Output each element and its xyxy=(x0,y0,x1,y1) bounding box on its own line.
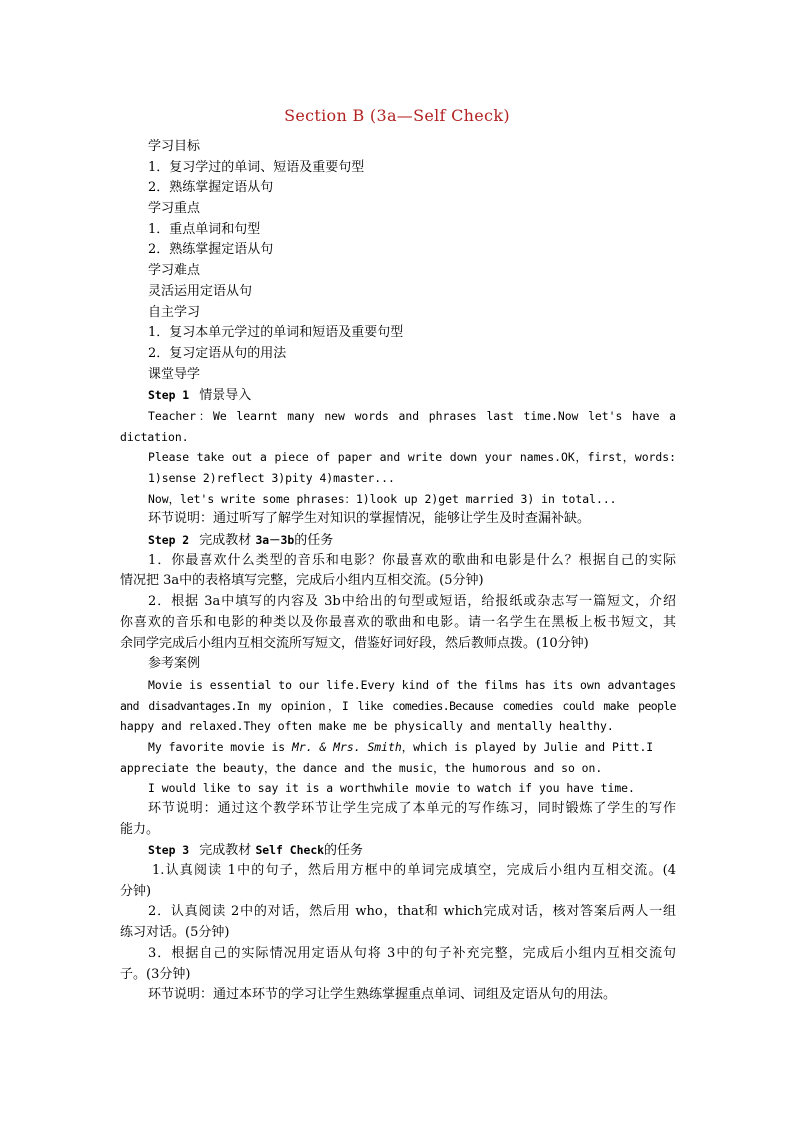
step3-task2-line-1: 2．认真阅读 2中的对话，然后用 who，that和 which完成对话，核对答案后两人一组 xyxy=(148,904,676,920)
step2-heading xyxy=(120,530,676,551)
step3-ref: Self Check xyxy=(255,843,325,858)
step3-task3-line-2: 子。(3分钟) xyxy=(120,966,191,982)
goal-item-1: 1．复习学过的单词、短语及重要句型 xyxy=(148,159,365,175)
self-study-item-2: 2．复习定语从句的用法 xyxy=(148,345,287,361)
movie-title: Mr. & Mrs. Smith xyxy=(292,739,402,754)
step2-note-line-1: 环节说明：通过这个教学环节让学生完成了本单元的写作练习，同时锻炼了学生的写作 xyxy=(148,801,676,816)
heading-self-study: 自主学习 xyxy=(148,304,201,320)
teacher-line-1: Teacher：We learnt many new words and phrases last time.Now let's have a xyxy=(148,408,676,423)
step2-tail: 的任务 xyxy=(294,533,334,549)
heading-key-points: 学习重点 xyxy=(148,201,201,217)
step3-heading xyxy=(120,840,676,861)
sample-line-4-post: ，which is played by Julie and Pitt.I xyxy=(401,739,654,754)
step2-ref: 3a－3b xyxy=(255,533,295,548)
step2-label: Step 2 xyxy=(148,533,190,548)
document-body xyxy=(120,137,676,1006)
heading-classroom-guide: 课堂导学 xyxy=(148,366,201,382)
teacher-line-2: dictation. xyxy=(120,429,189,444)
step1-label: Step 1 xyxy=(148,388,190,403)
sample-line-4-pre: My favorite movie is xyxy=(148,739,293,754)
step2-task2-line-2: 你喜欢的音乐和电影的种类以及你最喜欢的歌曲和电影。请一名学生在黑板上板书短文，其 xyxy=(120,614,676,630)
self-study-item-1: 1．复习本单元学过的单词和短语及重要句型 xyxy=(148,325,404,341)
goal-item-2: 2．熟练掌握定语从句 xyxy=(148,180,274,196)
sample-line-5: appreciate the beauty，the dance and the music，the humorous and so on. xyxy=(120,760,603,775)
sample-line-4 xyxy=(120,737,676,758)
step2-task1-line-1: 1．你最喜欢什么类型的音乐和电影？你最喜欢的歌曲和电影是什么？根据自己的实际 xyxy=(148,552,676,568)
step2-note-line-2: 能力。 xyxy=(120,821,160,837)
key-point-1: 1．重点单词和句型 xyxy=(148,221,261,237)
step2-task2-line-3: 余同学完成后小组内互相交流所写短文，借鉴好词好段，然后教师点拨。(10分钟) xyxy=(120,635,589,651)
heading-sample: 参考案例 xyxy=(148,656,201,672)
step1-heading xyxy=(120,385,676,406)
instruction-line-1: Please take out a piece of paper and write down your names.OK，first，words: xyxy=(148,450,676,465)
sample-line-3: happy and relaxed.They often make me be physically and mentally healthy. xyxy=(120,719,614,734)
heading-difficulties: 学习难点 xyxy=(148,263,201,279)
sample-line-1: Movie is essential to our life.Every kind of the films has its own advantages xyxy=(148,677,676,692)
step3-task3-line-1: 3．根据自己的实际情况用定语从句将 3中的句子补充完整，完成后小组内互相交流句 xyxy=(148,945,676,961)
step3-tail: 的任务 xyxy=(324,843,364,859)
step3-task2-line-2: 练习对话。(5分钟) xyxy=(120,925,230,941)
step2-task1-line-2: 情况把 3a中的表格填写完整，完成后小组内互相交流。(5分钟) xyxy=(120,573,484,589)
instruction-line-2: 1)sense 2)reflect 3)pity 4)master... xyxy=(148,471,395,485)
step3-label: Step 3 xyxy=(148,843,190,858)
step3-note: 环节说明：通过本环节的学习让学生熟练掌握重点单词、词组及定语从句的用法。 xyxy=(148,987,617,1003)
step1-title: 情景导入 xyxy=(199,388,252,404)
difficulty-item: 灵活运用定语从句 xyxy=(148,283,253,299)
step3-task1-line-2: 分钟) xyxy=(120,883,152,899)
key-point-2: 2．熟练掌握定语从句 xyxy=(148,242,274,258)
step2-title: 完成教材 xyxy=(199,533,252,549)
step2-task2-line-1: 2．根据 3a中填写的内容及 3b中给出的句型或短语，给报纸或杂志写一篇短文，介绍 xyxy=(148,594,676,610)
step3-task1-line-1: 1.认真阅读 1中的句子，然后用方框中的单词完成填空，完成后小组内互相交流。(4 xyxy=(152,863,676,879)
sample-line-6: I would like to say it is a worthwhile movie to watch if you have time. xyxy=(148,781,635,796)
heading-learning-goals: 学习目标 xyxy=(148,139,201,154)
step1-note: 环节说明：通过听写了解学生对知识的掌握情况，能够让学生及时查漏补缺。 xyxy=(148,511,591,527)
phrases-line: Now，let's write some phrases：1)look up 2)get married 3) in total... xyxy=(148,491,617,506)
page-title: Section B (3a—Self Check) xyxy=(284,106,510,125)
sample-line-2: and disadvantages.In my opinion，I like comedies.Because comedies could make people xyxy=(120,698,676,713)
step3-title: 完成教材 xyxy=(199,843,252,859)
